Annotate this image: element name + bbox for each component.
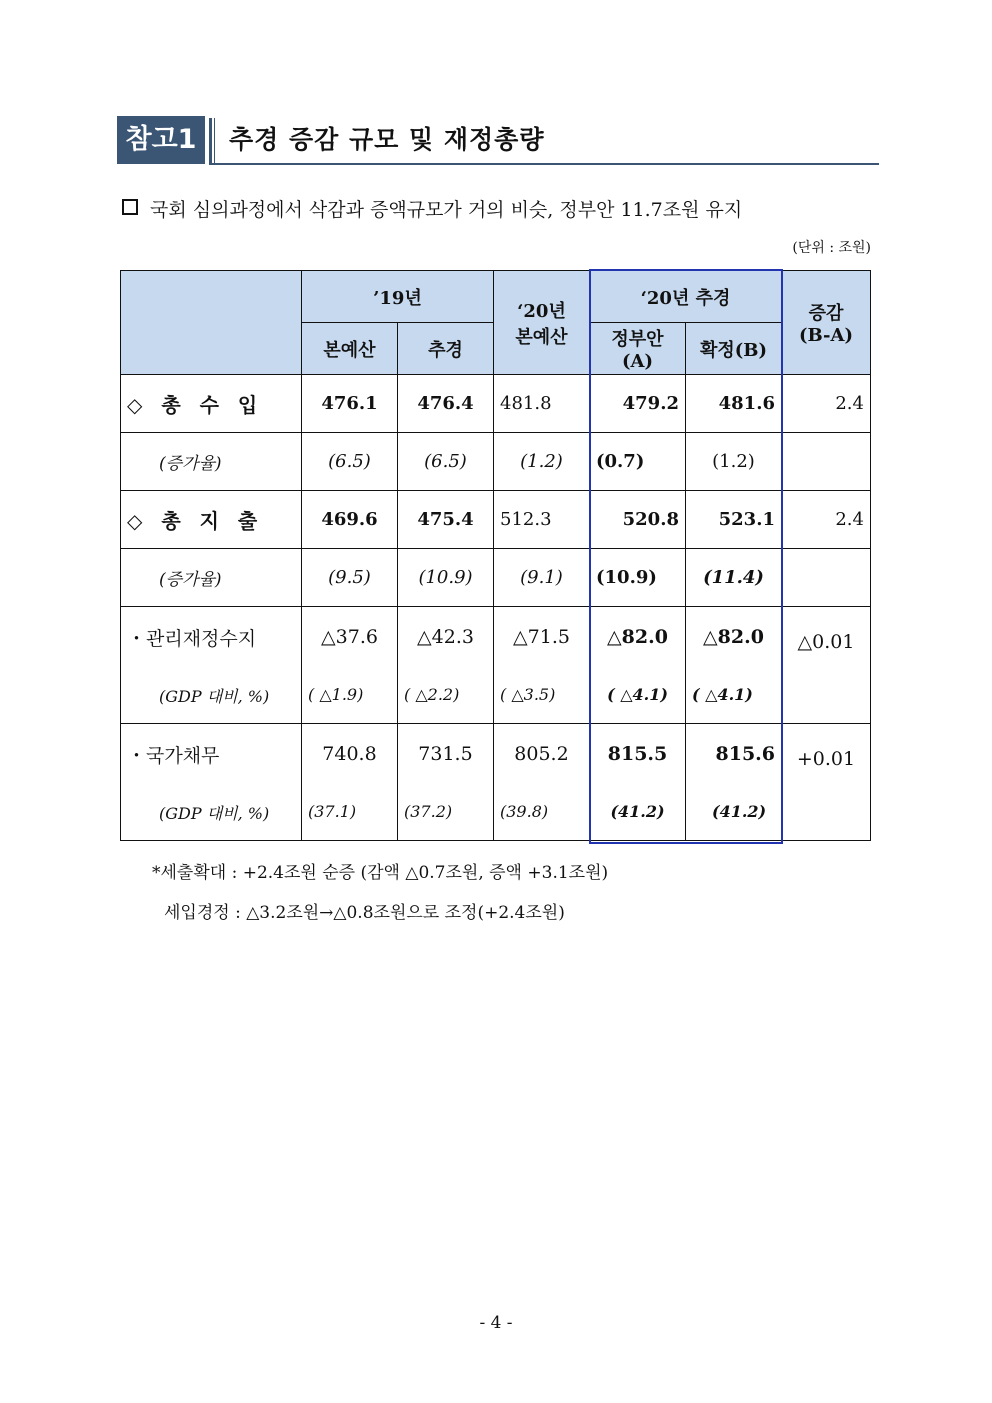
header-corner [121, 271, 302, 375]
table-cell: 481.8 [494, 375, 590, 433]
header-diff [782, 271, 871, 375]
cell-subvalue: (39.8) [500, 802, 549, 822]
table-cell [302, 607, 398, 724]
cell-subvalue: (41.2) [610, 802, 665, 822]
cell-subvalue: ( △4.1) [692, 685, 753, 705]
header-final: 확정(B) [686, 323, 782, 375]
cell-value: +0.01 [796, 747, 856, 770]
table-cell: (10.9) [590, 549, 686, 607]
table-row-national-debt [121, 724, 871, 841]
table-cell [782, 433, 871, 491]
table-cell: (6.5) [302, 433, 398, 491]
table-cell: 476.1 [302, 375, 398, 433]
footnote-revenue: 세입경정 : △3.2조원→△0.8조원으로 조정(+2.4조원) [164, 903, 565, 923]
table-cell: (1.2) [494, 433, 590, 491]
header-divider [209, 118, 212, 164]
table-cell: (10.9) [398, 549, 494, 607]
summary-bullet [122, 196, 742, 224]
table-cell: (0.7) [590, 433, 686, 491]
header-2019-base: 본예산 [302, 323, 398, 375]
section-title: 추경 증감 규모 및 재정총량 [229, 125, 545, 154]
row-label-cell [121, 724, 302, 841]
header-2020-base [494, 271, 590, 375]
checkbox-bullet-icon [122, 199, 138, 215]
table-cell [398, 607, 494, 724]
table-cell [686, 607, 782, 724]
row-label: (증가율) [121, 433, 302, 491]
table-cell [398, 724, 494, 841]
cell-value: 740.8 [322, 742, 377, 765]
header-diff-formula: (B-A) [798, 325, 854, 346]
cell-value: △0.01 [797, 630, 855, 653]
table-cell [302, 724, 398, 841]
row-label: ◇ 총 수 입 [121, 375, 302, 433]
table-cell [782, 724, 871, 841]
page-number: - 4 - [479, 1313, 513, 1333]
table-cell: 2.4 [782, 375, 871, 433]
table-row-expenditure-rate [121, 549, 871, 607]
section-header [117, 116, 879, 166]
cell-value: △37.6 [321, 625, 378, 648]
cell-value: △82.0 [703, 625, 764, 648]
header-2020-supp: ‘20년 추경 [590, 271, 782, 323]
cell-value: △42.3 [417, 625, 474, 648]
header-2020-base-year: ‘20년 [517, 300, 566, 322]
cell-subvalue: (37.2) [404, 802, 453, 822]
cell-value: 815.5 [607, 742, 668, 765]
row-label: ◇ 총 지 출 [121, 491, 302, 549]
table-row-revenue-rate [121, 433, 871, 491]
row-label: ・관리재정수지 [127, 627, 257, 650]
reference-badge: 참고1 [117, 116, 205, 164]
table-row-expenditure [121, 491, 871, 549]
table-cell: 520.8 [590, 491, 686, 549]
cell-subvalue: ( △4.1) [607, 685, 668, 705]
table-cell [494, 724, 590, 841]
row-label-cell [121, 607, 302, 724]
cell-value: 731.5 [418, 742, 473, 765]
table-cell: 481.6 [686, 375, 782, 433]
header-gov-proposal: 정부안(A) [590, 323, 686, 375]
table-cell: 2.4 [782, 491, 871, 549]
table-cell: (1.2) [686, 433, 782, 491]
cell-subvalue: ( △3.5) [500, 685, 556, 705]
unit-label: (단위 : 조원) [792, 240, 871, 256]
table-cell [782, 549, 871, 607]
table-cell: (9.5) [302, 549, 398, 607]
cell-value: △82.0 [607, 625, 668, 648]
row-label: (증가율) [121, 549, 302, 607]
cell-subvalue: ( △2.2) [404, 685, 460, 705]
table-cell [494, 607, 590, 724]
footnote-expenditure: *세출확대 : +2.4조원 순증 (감액 △0.7조원, 증액 +3.1조원) [152, 863, 609, 883]
table-cell: 469.6 [302, 491, 398, 549]
header-divider-thin [214, 118, 215, 164]
cell-subvalue: (41.2) [712, 802, 767, 822]
table-cell: (9.1) [494, 549, 590, 607]
cell-value: 815.6 [715, 742, 775, 765]
table-cell: (6.5) [398, 433, 494, 491]
table-cell: 475.4 [398, 491, 494, 549]
table-cell: 476.4 [398, 375, 494, 433]
table-cell [782, 607, 871, 724]
budget-table [120, 270, 871, 841]
table-cell [590, 607, 686, 724]
table-cell: 523.1 [686, 491, 782, 549]
header-2019-supp: 추경 [398, 323, 494, 375]
table-cell: 479.2 [590, 375, 686, 433]
header-diff-label: 증감 [808, 303, 844, 324]
row-label: ・국가채무 [127, 744, 220, 767]
table-row-revenue [121, 375, 871, 433]
row-sublabel: (GDP 대비, %) [159, 686, 270, 706]
table-cell: (11.4) [686, 549, 782, 607]
cell-value: △71.5 [513, 625, 570, 648]
table-row-fiscal-balance [121, 607, 871, 724]
table-cell: 512.3 [494, 491, 590, 549]
cell-subvalue: ( △1.9) [308, 685, 364, 705]
table-cell [590, 724, 686, 841]
summary-text: 국회 심의과정에서 삭감과 증액규모가 거의 비슷, 정부안 11.7조원 유지 [150, 199, 743, 221]
header-2020-base-label: 본예산 [515, 326, 568, 348]
cell-value: 805.2 [514, 742, 569, 765]
row-sublabel: (GDP 대비, %) [159, 803, 270, 823]
cell-subvalue: (37.1) [308, 802, 357, 822]
table-cell [686, 724, 782, 841]
header-2019: ’19년 [302, 271, 494, 323]
header-underline [209, 163, 879, 165]
